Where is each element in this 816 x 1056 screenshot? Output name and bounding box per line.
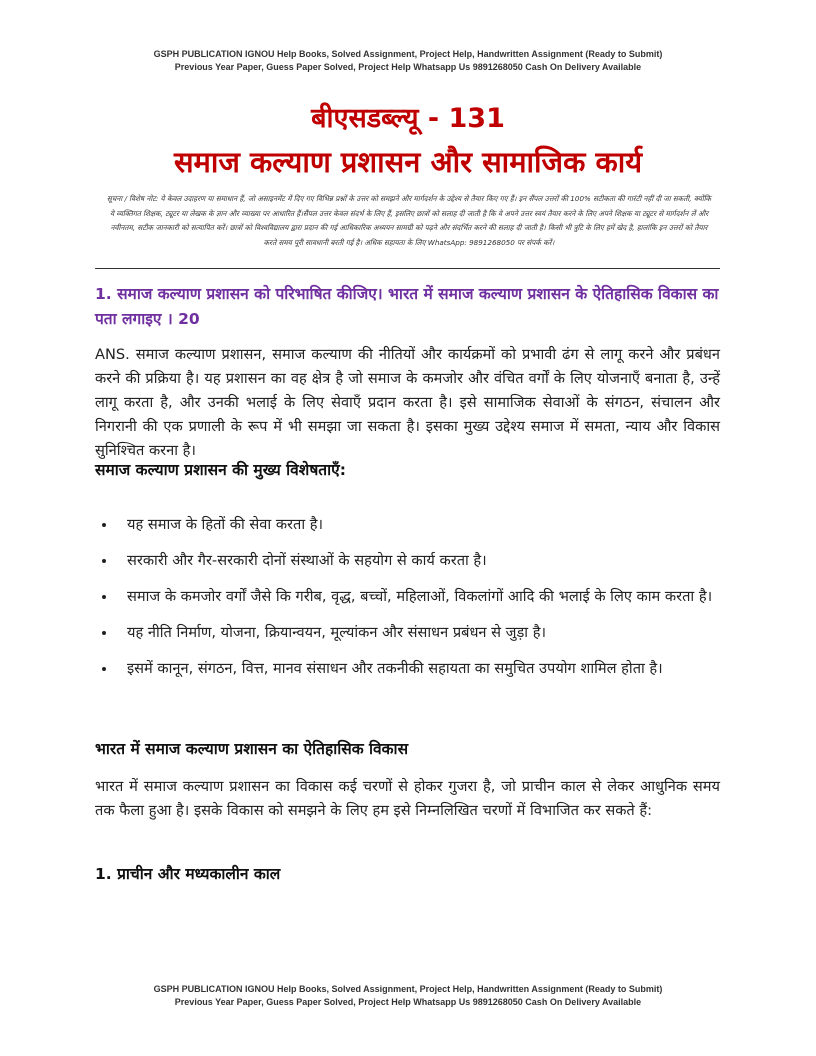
divider — [95, 268, 720, 269]
features-list — [95, 513, 742, 693]
page-header — [0, 48, 816, 74]
list-item: • सरकारी और गैर-सरकारी दोनों संस्थाओं के सहयोग से कार्य करता है। — [117, 549, 742, 573]
course-code: बीएसडब्ल्यू - 131 — [311, 103, 505, 134]
features-heading: समाज कल्याण प्रशासन की मुख्य विशेषताएँ: — [95, 461, 346, 479]
answer-intro: ANS. समाज कल्याण प्रशासन, समाज कल्याण की नीतियों और कार्यक्रमों को प्रभावी ढंग से लागू करने और प्रबंधन करने की प्रक्रिया है। यह प्रशासन का वह क्षेत्र है जो समाज के कमजोर और वंचित वर्गों के लिए योजनाएँ बनाता है, उन्हें लागू करता है, और उनकी भलाई के लिए सेवाएँ प्रदान करता है। इसे सामाजिक सेवाओं के संगठन, संचालन और निगरानी की एक प्रणाली के रूप में भी समझा जा सकता है। इसका मुख्य उद्देश्य समाज में समता, न्याय और विकास सुनिश्चित करना है। — [95, 346, 720, 459]
footer-line-2: Previous Year Paper, Guess Paper Solved, Project Help Whatsapp Us 9891268050 Cash On Delivery Available — [174, 997, 642, 1007]
question-heading: 1. समाज कल्याण प्रशासन को परिभाषित कीजिए। भारत में समाज कल्याण प्रशासन के ऐतिहासिक विकास का पता लगाइए । 20 — [95, 285, 719, 328]
list-item: • यह नीति निर्माण, योजना, क्रियान्वयन, मूल्यांकन और संसाधन प्रबंधन से जुड़ा है। — [117, 621, 742, 645]
disclaimer-notice: सूचना / विशेष नोट: ये केवल उदाहरण या समाधान हैं, जो असाइनमेंट में दिए गए विभिन्न प्रश्नों के उत्तर को समझने और मार्गदर्शन के उद्देश्य से तैयार किए गए हैं। इन सैंपल उत्तरों की 100% सटीकता की गारंटी नहीं दी जा सकती, क्योंकि ये व्यक्तिगत शिक्षक, ट्यूटर या लेखक के ज्ञान और व्याख्या पर आधारित हैं।सैंपल उत्तर केवल संदर्भ के लिए हैं, इसलिए छात्रों को सलाह दी जाती है कि वे अपने उत्तर स्वयं तैयार करने के लिए अपने शिक्षक या ट्यूटर से मार्गदर्शन लें और नवीनतम, सटीक जानकारी को सत्यापित करें। छात्रों को विश्वविद्यालय द्वारा प्रदान की गई आधिकारिक अध्ययन सामग्री को पढ़ने और संदर्भित करने की सलाह दी जाती है। किसी भी त्रुटि के लिए हमें खेद है, हालांकि इन उत्तरों को तैयार करते समय पूरी सावधानी बरती गई है। अधिक सहायता के लिए WhatsApp: 9891268050 पर संपर्क करें। — [106, 194, 712, 247]
history-heading: भारत में समाज कल्याण प्रशासन का ऐतिहासिक विकास — [95, 740, 409, 758]
course-title: समाज कल्याण प्रशासन और सामाजिक कार्य — [173, 145, 643, 179]
header-line-2: Previous Year Paper, Guess Paper Solved, Project Help Whatsapp Us 9891268050 Cash On Delivery Available — [174, 62, 642, 72]
list-item: • यह समाज के हितों की सेवा करता है। — [117, 513, 742, 537]
footer-line-1: GSPH PUBLICATION IGNOU Help Books, Solved Assignment, Project Help, Handwritten Assignment (Ready to Submit) — [153, 984, 663, 994]
list-item: • इसमें कानून, संगठन, वित्त, मानव संसाधन और तकनीकी सहायता का समुचित उपयोग शामिल होता है। — [117, 657, 742, 681]
header-line-1: GSPH PUBLICATION IGNOU Help Books, Solved Assignment, Project Help, Handwritten Assignment (Ready to Submit) — [153, 49, 663, 59]
page-footer — [0, 983, 816, 1009]
history-intro: भारत में समाज कल्याण प्रशासन का विकास कई चरणों से होकर गुजरा है, जो प्राचीन काल से लेकर आधुनिक समय तक फैला हुआ है। इसके विकास को समझने के लिए हम इसे निम्नलिखित चरणों में विभाजित कर सकते हैं: — [95, 778, 720, 819]
list-item: • समाज के कमजोर वर्गों जैसे कि गरीब, वृद्ध, बच्चों, महिलाओं, विकलांगों आदि की भलाई के लिए काम करता है। — [117, 585, 742, 609]
phase-1-heading: 1. प्राचीन और मध्यकालीन काल — [95, 865, 281, 883]
